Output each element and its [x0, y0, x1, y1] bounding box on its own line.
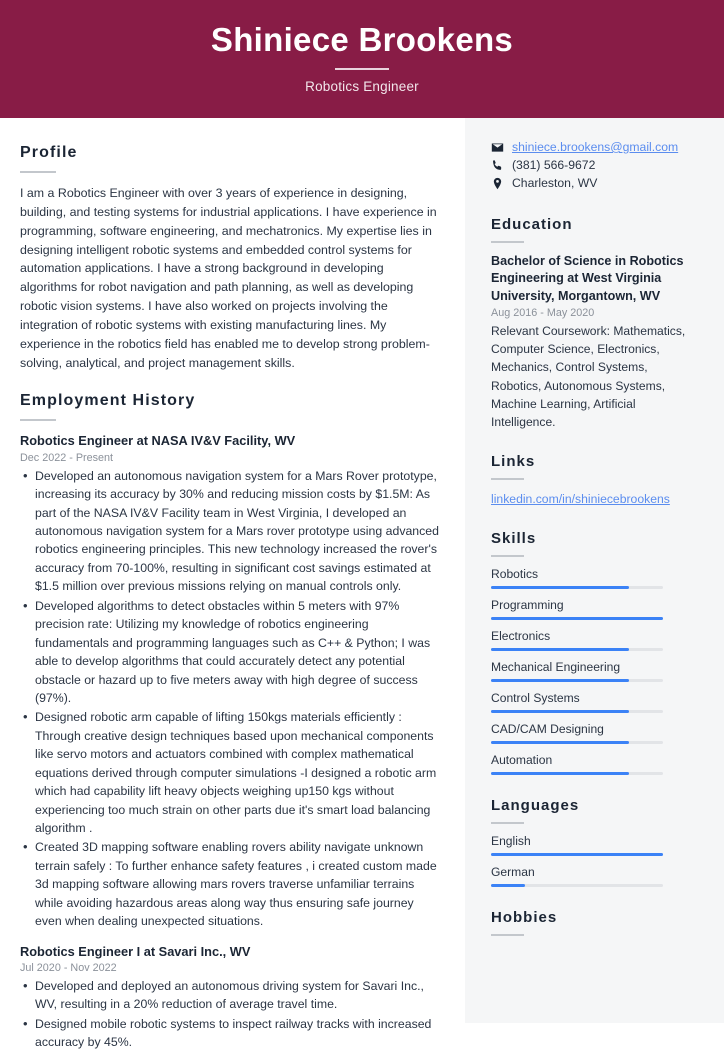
- job-role: Robotics Engineer I at Savari Inc., WV: [20, 943, 251, 959]
- employment-entry: [20, 432, 439, 930]
- skill-item-fill: [491, 772, 629, 775]
- education-description: Relevant Coursework: Mathematics, Computer Science, Electronics, Mechanics, Control Systems, Robotics, Autonomous Systems, Machine Learning, Artificial Intelligence.: [491, 324, 686, 429]
- envelope-icon: [491, 141, 504, 154]
- skill-item-track: [491, 617, 663, 620]
- profile-heading-rule: [20, 171, 56, 173]
- linkedin-link[interactable]: linkedin.com/in/shiniecebrookens: [491, 491, 670, 506]
- languages-section: [491, 797, 700, 887]
- skill-item-track: [491, 710, 663, 713]
- job-bullet: • Developed algorithms to detect obstacles within 5 meters with 97% precision rate: Utilizing my knowledge of robotics engineering fundamentals and programming languages such as C++ & Python; I was able to develop algorithms that could accurately detect any potential obstacle or hazard up to five meters away with high degree of success (97%).: [20, 597, 439, 708]
- skill-item-fill: [491, 710, 629, 713]
- contact-phone-text: (381) 566-9672: [512, 158, 596, 172]
- phone-icon: [491, 159, 504, 172]
- profile-text: I am a Robotics Engineer with over 3 years of experience in designing, building, and testing systems for industrial applications. I have experience in programming, software engineering, and mechatronics. My expertise lies in designing intelligent robotic systems and embedded control systems for automation applications. I have a strong background in developing algorithms for robot navigation and path planning, as well as developing robotic vision systems. I have also worked on projects involving the integration of robotic systems with existing manufacturing lines. My experience in the robotics field has enabled me to develop strong problem-solving, analytical, and project management skills.: [20, 186, 437, 370]
- profile-heading: Profile: [20, 144, 78, 161]
- contact-phone-row: [491, 158, 700, 172]
- job-bullet-list: [20, 467, 439, 931]
- languages-heading: Languages: [491, 796, 580, 814]
- skill-item-fill: [491, 586, 629, 589]
- skill-item-fill: [491, 679, 629, 682]
- skill-item: [491, 567, 700, 589]
- skill-item: [491, 722, 700, 744]
- contact-location-row: [491, 176, 700, 190]
- skill-item-fill: [491, 741, 629, 744]
- employment-section: [20, 392, 439, 1051]
- skills-heading: Skills: [491, 529, 537, 547]
- candidate-job-title: Robotics Engineer: [305, 78, 419, 94]
- skill-item: [491, 660, 700, 682]
- sidebar-column: [465, 118, 724, 1023]
- language-item-track: [491, 853, 663, 856]
- skill-item-fill: [491, 617, 663, 620]
- skill-item-label: Automation: [491, 752, 553, 767]
- language-item-label: German: [491, 864, 535, 879]
- languages-heading-rule: [491, 822, 524, 824]
- skills-list: [491, 567, 700, 775]
- education-degree: Bachelor of Science in Robotics Engineering at West Virginia University, Morgantown, WV: [491, 254, 684, 303]
- resume-header: [0, 0, 724, 118]
- contact-location-text: Charleston, WV: [512, 176, 598, 190]
- links-section: [491, 453, 700, 508]
- skill-item-fill: [491, 648, 629, 651]
- job-bullet: • Developed and deployed an autonomous driving system for Savari Inc., WV, resulting in a 20% reduction of average travel time.: [20, 977, 439, 1014]
- language-item-label: English: [491, 833, 531, 848]
- language-item-fill: [491, 884, 525, 887]
- header-divider: [335, 68, 389, 70]
- contact-email-row[interactable]: [491, 140, 700, 154]
- education-heading-rule: [491, 241, 524, 243]
- main-column: [0, 118, 465, 1050]
- skill-item-label: Electronics: [491, 628, 551, 643]
- contact-email-link[interactable]: shiniece.brookens@gmail.com: [512, 140, 679, 154]
- job-bullet: • Created 3D mapping software enabling rovers ability navigate unknown terrain safely : To further enhance safety features , i created custom made 3d mapping software allowing mars rovers traverse unfamiliar terrains while avoiding hazardous areas along way thus ensuring safe journey even when dealing unexpected situations.: [20, 838, 439, 930]
- hobbies-heading: Hobbies: [491, 908, 558, 926]
- profile-section: [20, 144, 439, 372]
- links-heading: Links: [491, 452, 536, 470]
- skill-item-label: Control Systems: [491, 690, 580, 705]
- links-heading-rule: [491, 478, 524, 480]
- employment-heading: Employment History: [20, 392, 196, 410]
- hobbies-heading-rule: [491, 934, 524, 936]
- job-bullet: • Developed an autonomous navigation system for a Mars Rover prototype, increasing its accuracy by 30% and reducing mission costs by $1.5M: As part of the NASA IV&V Facility team in West Virginia, I developed an autonomous navigation system for a Mars rover prototype using advanced robotics engineering principles. This new technology increased the rover's accuracy from 70-100%, resulting in significant cost savings estimated at $1.5 million over previous missions relying on manual controls only.: [20, 467, 439, 596]
- language-item-track: [491, 884, 663, 887]
- skill-item: [491, 691, 700, 713]
- languages-list: [491, 834, 700, 887]
- skill-item: [491, 598, 700, 620]
- job-role: Robotics Engineer at NASA IV&V Facility, WV: [20, 433, 296, 449]
- map-pin-icon: [491, 177, 504, 190]
- skill-item-label: Mechanical Engineering: [491, 659, 621, 674]
- skill-item-track: [491, 586, 663, 589]
- language-item: [491, 834, 700, 856]
- job-bullet: • Designed mobile robotic systems to inspect railway tracks with increased accuracy by 45%.: [20, 1015, 439, 1052]
- hobbies-section: [491, 909, 700, 936]
- skill-item-label: Programming: [491, 597, 564, 612]
- skill-item: [491, 629, 700, 651]
- skills-heading-rule: [491, 555, 524, 557]
- education-heading: Education: [491, 216, 573, 233]
- skill-item-track: [491, 772, 663, 775]
- job-dates: Jul 2020 - Nov 2022: [20, 961, 117, 974]
- employment-heading-rule: [20, 419, 56, 421]
- education-section: [491, 216, 700, 431]
- contact-section: [491, 140, 700, 190]
- employment-entry: [20, 943, 439, 1052]
- skill-item-label: Robotics: [491, 566, 539, 581]
- skill-item-label: CAD/CAM Designing: [491, 721, 604, 736]
- skill-item-track: [491, 741, 663, 744]
- education-dates: Aug 2016 - May 2020: [491, 307, 595, 320]
- job-dates: Dec 2022 - Present: [20, 451, 114, 464]
- job-bullet: • Designed robotic arm capable of lifting 150kgs materials efficiently : Through creative design techniques based upon mechanical components like servo motors and actuators combined with complex mathematical equations derived through computer simulations -I designed a robotic arm which had capability lift heavy objects weighing up150 kgs without experiencing too much strain on other parts due it's smart load balancing algorithm .: [20, 708, 439, 837]
- skills-section: [491, 530, 700, 775]
- language-item: [491, 865, 700, 887]
- candidate-name: Shiniece Brookens: [210, 21, 514, 58]
- resume-body: [0, 118, 724, 1050]
- language-item-fill: [491, 853, 663, 856]
- skill-item-track: [491, 648, 663, 651]
- skill-item: [491, 753, 700, 775]
- job-bullet-list: [20, 977, 439, 1052]
- skill-item-track: [491, 679, 663, 682]
